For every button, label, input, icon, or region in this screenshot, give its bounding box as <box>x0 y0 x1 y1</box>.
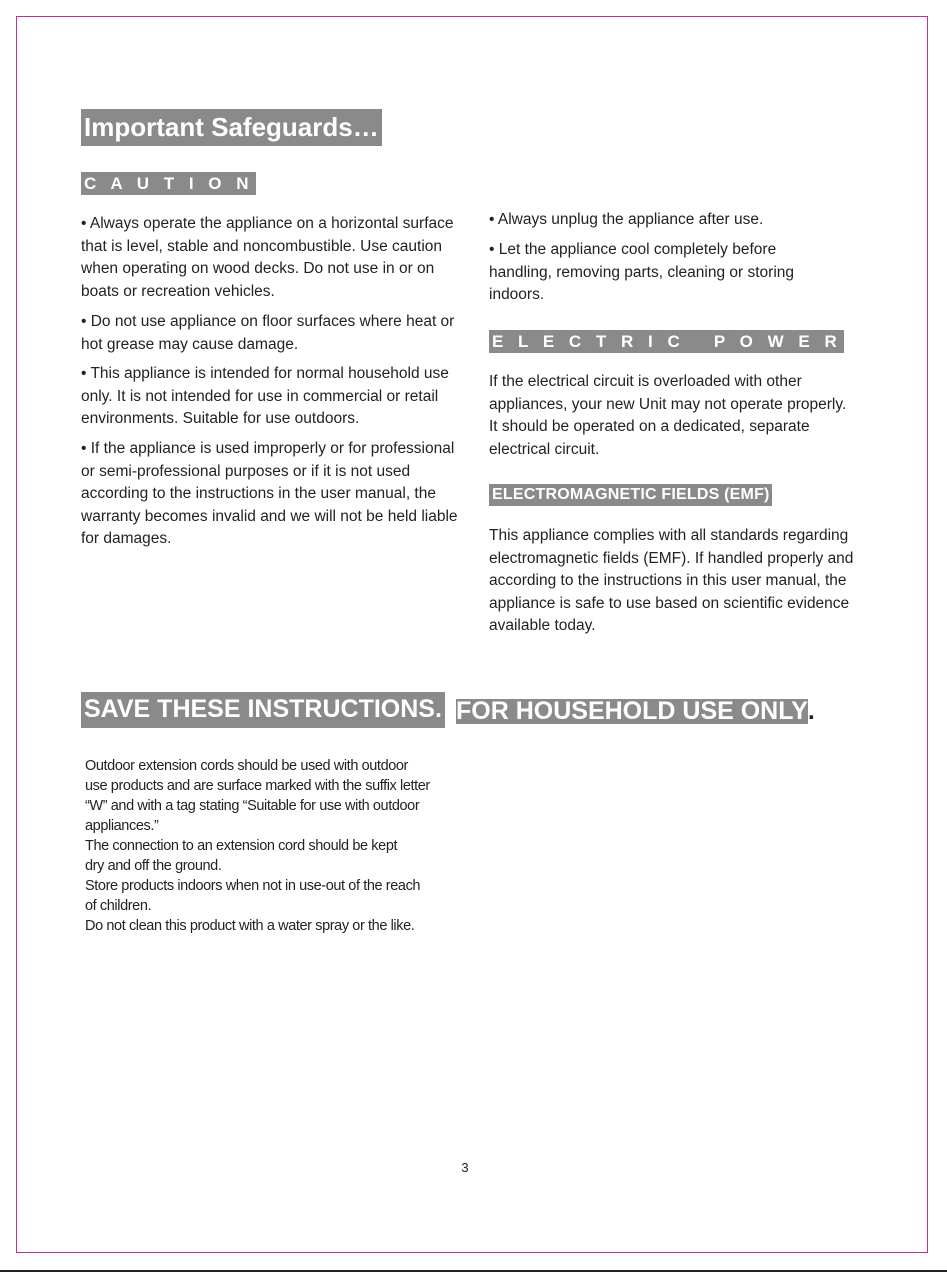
emf-heading: ELECTROMAGNETIC FIELDS (EMF) <box>489 484 772 506</box>
outdoor-line: The connection to an extension cord should be kept <box>85 838 398 854</box>
caution-heading: C A U T I O N <box>81 172 256 195</box>
cool-item: • Let the appliance cool completely before handling, removing parts, cleaning or storing indoors. <box>489 241 795 303</box>
outdoor-line: “W” and with a tag stating “Suitable for use with outdoor <box>85 798 420 814</box>
unplug-item: • Always unplug the appliance after use. <box>489 211 764 228</box>
outdoor-line: Store products indoors when not in use-out of the reach <box>85 878 421 894</box>
outdoor-line: appliances.” <box>85 818 159 834</box>
page-number: 3 <box>461 1160 469 1175</box>
household-use-period: . <box>807 697 815 725</box>
outdoor-notes <box>85 756 485 936</box>
outdoor-line: dry and off the ground. <box>85 858 222 874</box>
emf-text: This appliance complies with all standards regarding electromagnetic fields (EMF). If handled properly and according to the instructions in this user manual, the appliance is safe to use based on scientific evidence available today. <box>489 527 854 634</box>
outdoor-line: Do not clean this product with a water spray or the like. <box>85 918 415 934</box>
save-instructions-banner: SAVE THESE INSTRUCTIONS. <box>81 692 445 728</box>
caution-item-2: • Do not use appliance on floor surfaces where heat or hot grease may cause damage. <box>81 313 455 353</box>
caution-item-1: • Always operate the appliance on a horizontal surface that is level, stable and noncombustible. Use caution when operating on wood decks. Do not use in or on boats or recreation vehicles. <box>81 215 454 300</box>
caution-item-3: • This appliance is intended for normal household use only. It is not intended for use in commercial or retail environments. Suitable for use outdoors. <box>81 365 449 427</box>
electric-power-heading: E L E C T R I C P O W E R <box>489 330 844 353</box>
outdoor-line: Outdoor extension cords should be used with outdoor <box>85 758 408 774</box>
household-use-text: FOR HOUSEHOLD USE ONLY <box>456 697 808 725</box>
page-title: Important Safeguards… <box>81 109 382 146</box>
outdoor-line: use products and are surface marked with the suffix letter <box>85 778 430 794</box>
caution-item-4: • If the appliance is used improperly or for professional or semi-professional purposes or if it is not used according to the instructions in the user manual, the warranty becomes invalid and we will not be held liable for damages. <box>81 440 458 547</box>
outdoor-line: of children. <box>85 898 152 914</box>
household-use-banner <box>453 692 818 732</box>
electric-power-text: If the electrical circuit is overloaded with other appliances, your new Unit may not operate properly. It should be operated on a dedicated, separate electrical circuit. <box>489 373 847 458</box>
bottom-rule <box>0 1270 947 1272</box>
